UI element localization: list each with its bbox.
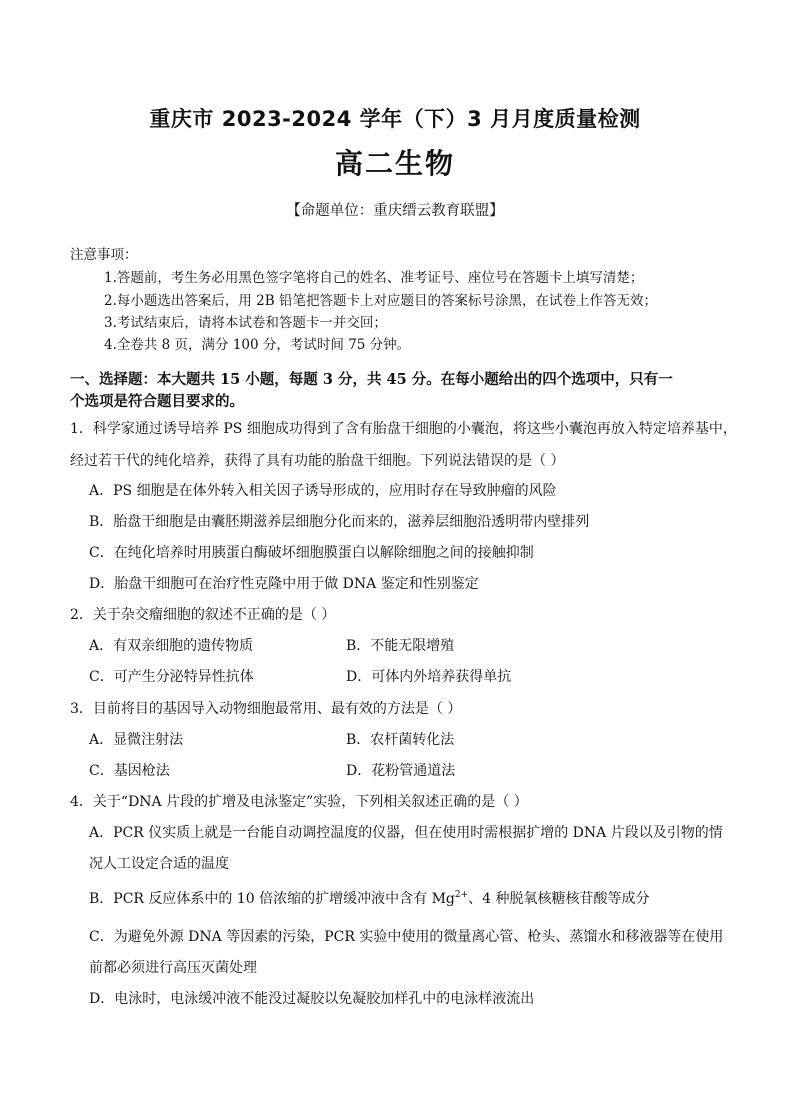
question-2-option-c: C．可产生分泌特异性抗体 (89, 669, 254, 685)
notice-heading: 注意事项： (70, 247, 138, 263)
section-heading-line: 一、选择题：本大题共 15 小题，每题 3 分，共 45 分。在每小题给出的四个选项中，只有一 (70, 371, 673, 388)
section-heading-line: 个选项是符合题目要求的。 (70, 393, 244, 410)
question-3-option-c: C．基因枪法 (89, 763, 170, 779)
question-2-option-b: B．不能无限增殖 (346, 638, 455, 654)
question-4-option-d: D．电泳时，电泳缓冲液不能没过凝胶以免凝胶加样孔中的电泳样液流出 (89, 991, 535, 1007)
question-1-option-a: A．PS 细胞是在体外转入相关因子诱导形成的，应用时存在导致肿瘤的风险 (89, 483, 557, 499)
question-2-option-d: D．可体内外培养获得单抗 (346, 669, 512, 685)
question-4-option-c: C．为避免外源 DNA 等因素的污染，PCR 实验中使用的微量离心管、枪头、蒸馏水和移液器等在使用 (89, 929, 724, 945)
question-4-option-b-tail: 、4 种脱氧核糖核苷酸等成分 (468, 891, 650, 907)
question-2-option-a: A．有双亲细胞的遗传物质 (89, 638, 254, 654)
question-4-stem: 4．关于“DNA 片段的扩增及电泳鉴定”实验，下列相关叙述正确的是（ ） (70, 794, 528, 810)
notice-item: 2.每小题选出答案后，用 2B 铅笔把答题卡上对应题目的答案标号涂黑，在试卷上作答无效； (104, 293, 657, 309)
question-4-option-a-cont: 况人工设定合适的温度 (89, 856, 229, 872)
question-1-option-b: B．胎盘干细胞是由囊胚期滋养层细胞分化而来的，滋养层细胞沿透明带内壁排列 (89, 514, 590, 530)
magnesium-charge: 2+ (454, 890, 469, 900)
notice-item: 3.考试结束后，请将本试卷和答题卡一并交回； (104, 315, 387, 331)
question-1-stem-cont: 经过若干代的纯化培养，获得了具有功能的胎盘干细胞。下列说法错误的是（ ） (70, 453, 565, 469)
question-4-option-a: A．PCR 仪实质上就是一台能自动调控温度的仪器，但在使用时需根据扩增的 DNA 片段以及引物的情 (89, 825, 723, 841)
question-3-option-b: B．农杆菌转化法 (346, 732, 455, 748)
question-4-option-b-text: B．PCR 反应体系中的 10 倍浓缩的扩增缓冲液中含有 Mg (89, 891, 455, 907)
notice-item: 1.答题前，考生务必用黑色签字笔将自己的姓名、准考证号、座位号在答题卡上填写清楚； (104, 270, 644, 286)
exam-title: 重庆市 2023-2024 学年（下）3 月月度质量检测 (149, 107, 641, 131)
question-1-option-d: D．胎盘干细胞可在治疗性克隆中用于做 DNA 鉴定和性别鉴定 (89, 576, 479, 592)
question-3-stem: 3．目前将目的基因导入动物细胞最常用、最有效的方法是（ ） (70, 701, 462, 717)
question-4-option-b (89, 888, 650, 908)
question-3-option-d: D．花粉管通道法 (346, 763, 456, 779)
section-heading (70, 369, 730, 413)
issuing-unit: 【命题单位：重庆缙云教育联盟】 (286, 203, 504, 219)
question-4-option-c-cont: 前都必须进行高压灭菌处理 (89, 960, 257, 976)
subject-title: 高二生物 (334, 147, 455, 180)
notice-item: 4.全卷共 8 页，满分 100 分，考试时间 75 分钟。 (104, 337, 411, 353)
question-2-stem: 2．关于杂交瘤细胞的叙述不正确的是（ ） (70, 607, 336, 623)
question-1-stem: 1．科学家通过诱导培养 PS 细胞成功得到了含有胎盘干细胞的小囊泡，将这些小囊泡再放入特定培养基中， (70, 421, 737, 437)
question-1-option-c: C．在纯化培养时用胰蛋白酶破坏细胞膜蛋白以解除细胞之间的接触抑制 (89, 545, 534, 561)
question-3-option-a: A．显微注射法 (89, 732, 184, 748)
